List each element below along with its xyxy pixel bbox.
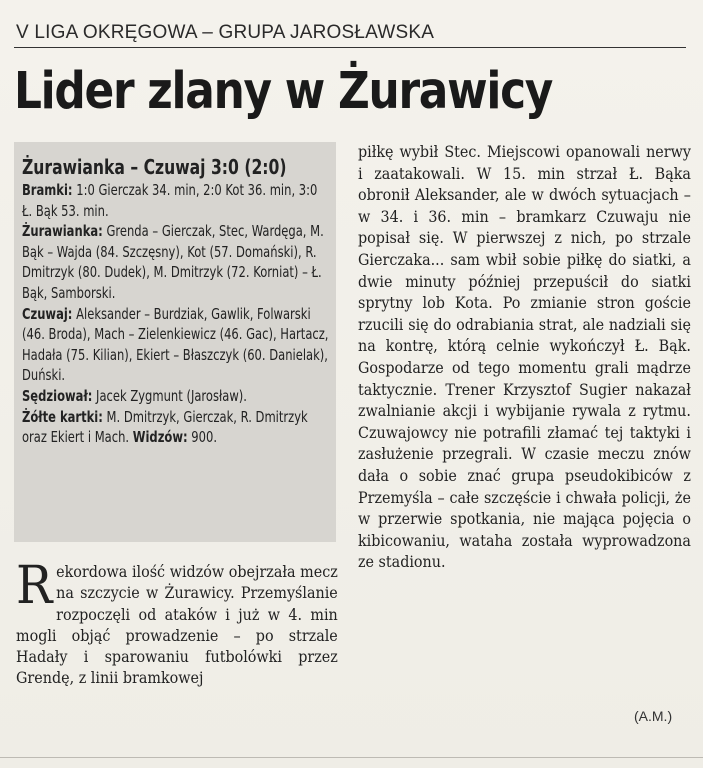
attendance-label: Widzów: xyxy=(132,429,188,447)
referee-label: Sędziował: xyxy=(22,387,93,405)
referee-text: Jacek Zygmunt (Jarosław). xyxy=(96,387,247,405)
article-right-text: piłkę wybił Stec. Miejscowi opanowali nerwy i zaatakowali. W 15. min strzał Ł. Bąka obronił Aleksander, ale w dwóch sytuacjach – w 34. i 36. min – bramkarz Czuwaju nie popisał się. W pierwszej z nich, po strzale Gierczaka... sam wbił sobie piłkę do siatki, a dwie minuty później przepuścił do siatki sprytny lob Kota. Po zmianie stron goście rzucili się do odrabiania strat, ale nadziali się na kontrę, którą celnie wykończył Ł. Bąk. Gospodarze od tego momentu grali mądrze taktycznie. Trener Krzysztof Sugier nakazał zwalnianie akcji i wybijanie rywala z rytmu. Czuwajowcy nie potrafili złamać tej taktyki i zasłużenie przegrali. W czasie meczu znów dała o sobie znać grupa pseudokibiców z Przemyśla – całe szczęście i chwała policji, że w przerwie spotkania, nie mająca pojęcia o kibicowaniu, wataha została wyprowadzona ze stadionu. xyxy=(358,143,691,572)
cards-label: Żółte kartki: xyxy=(22,408,103,426)
section-header: V LIGA OKRĘGOWA – GRUPA JAROSŁAWSKA xyxy=(16,22,435,43)
away-team-label: Czuwaj: xyxy=(22,305,73,323)
away-lineup-text: Aleksander – Burdziak, Gawlik, Folwarski (46. Broda), Mach – Zielenkiewicz (46. Gac), Hartacz, Hadała (75. Kilian), Ekiert – Błaszczyk (60. Danielak), Duński. xyxy=(22,305,329,385)
attendance-text: 900. xyxy=(191,429,218,447)
cards-line xyxy=(22,408,329,449)
goals-text: 1:0 Gierczak 34. min, 2:0 Kot 36. min, 3:0 Ł. Bąk 53. min. xyxy=(22,182,318,220)
header-rule xyxy=(14,47,686,48)
referee-line xyxy=(22,387,329,408)
author-signature: (A.M.) xyxy=(634,708,673,724)
home-team-label: Żurawianka: xyxy=(22,223,103,241)
home-lineup-text: Grenda – Gierczak, Stec, Wardęga, M. Bąk – Wajda (84. Szczęsny), Kot (57. Domański), R. Dmitrzyk (80. Dudek), M. Dmitrzyk (72. Korniat) – Ł. Bąk, Samborski. xyxy=(22,223,324,302)
article-column-right xyxy=(358,142,691,574)
goals-line xyxy=(22,181,329,222)
away-lineup-line xyxy=(22,305,329,387)
article-column-left xyxy=(16,556,338,690)
cards-text: M. Dmitrzyk, Gierczak, R. Dmitrzyk oraz Ekiert i Mach. xyxy=(22,408,308,447)
bottom-edge xyxy=(0,757,703,758)
home-lineup-line xyxy=(22,222,329,304)
drop-cap: R xyxy=(16,556,53,616)
goals-label: Bramki: xyxy=(22,182,73,199)
headline: Lider zlany w Żurawicy xyxy=(14,62,553,121)
match-result: Żurawianka – Czuwaj 3:0 (2:0) xyxy=(22,155,287,179)
article-left-text: ekordowa ilość widzów obejrzała mecz na szczycie w Żurawicy. Przemyślanie rozpoczęli od ataków i już w 4. min mogli objąć prowadzenie – po strzale Hadały i sparowaniu futbolówki przez Grendę, z linii bramkowej xyxy=(16,563,338,688)
match-info-content xyxy=(22,154,329,449)
